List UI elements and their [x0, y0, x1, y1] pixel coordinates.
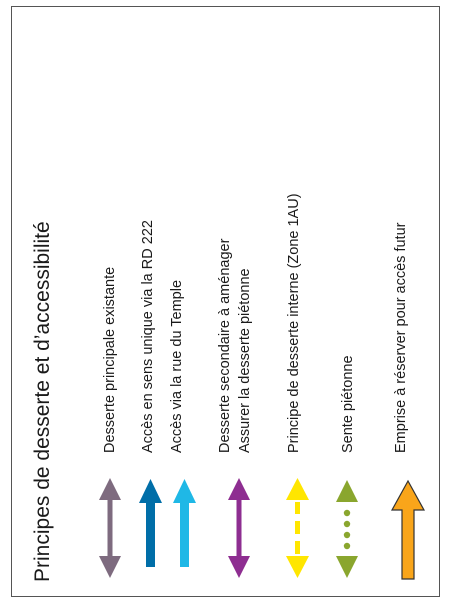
double-arrow-icon	[99, 478, 121, 578]
legend-label-emprise-acces-futur: Emprise à réserver pour accès futur	[393, 222, 409, 453]
double-arrow-icon	[228, 478, 250, 578]
outlined-arrow-icon	[392, 481, 424, 579]
legend-label-desserte-pietonne: Assurer la desserte piétonne	[237, 268, 253, 453]
legend-label-sente-pietonne: Sente piétonne	[340, 355, 356, 453]
legend-label-desserte-principale: Desserte principale existante	[102, 266, 118, 453]
dashed-double-arrow-icon	[286, 478, 309, 578]
single-arrow-icon	[173, 479, 196, 567]
legend-label-desserte-secondaire: Desserte secondaire à aménager	[217, 238, 233, 453]
legend-title: Principes de desserte et d’accessibilité	[31, 221, 54, 582]
legend-label-desserte-interne: Principe de desserte interne (Zone 1AU)	[286, 193, 302, 453]
dotted-double-arrow-icon	[336, 480, 358, 578]
legend-label-acces-rue-temple: Accès via la rue du Temple	[169, 279, 185, 453]
single-arrow-icon	[139, 479, 162, 567]
legend-label-acces-rd222: Accès en sens unique via la RD 222	[140, 220, 156, 453]
